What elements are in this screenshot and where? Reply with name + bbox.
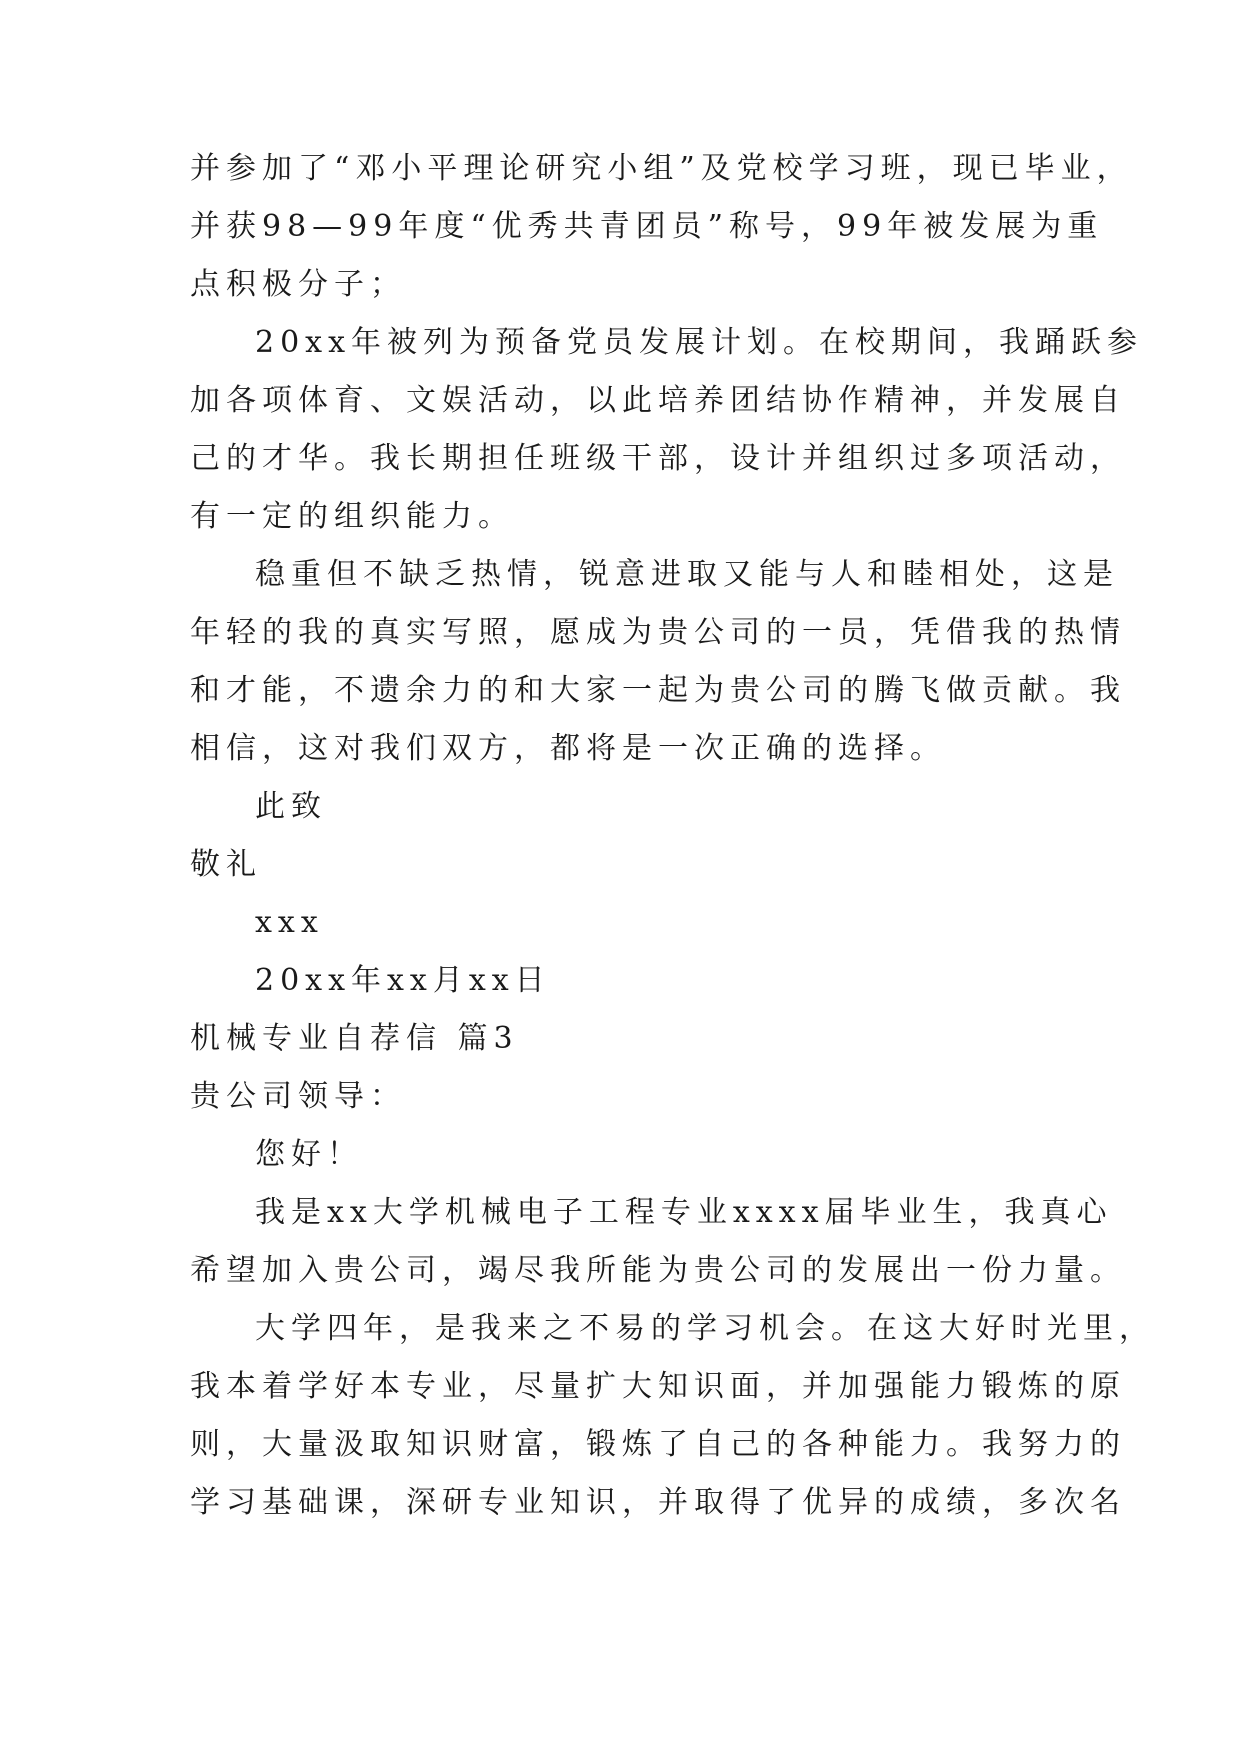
text-line: 和才能，不遗余力的和大家一起为贵公司的腾飞做贡献。我 bbox=[190, 673, 1126, 708]
signature-name: xxx bbox=[255, 905, 324, 940]
closing-salutation: 此致 bbox=[255, 789, 327, 824]
text-line: 我本着学好本专业，尽量扩大知识面，并加强能力锻炼的原 bbox=[190, 1369, 1126, 1404]
text-line: 并获98—99年度“优秀共青团员”称号，99年被发展为重 bbox=[190, 209, 1104, 244]
section-title: 机械专业自荐信 篇3 bbox=[190, 1021, 519, 1056]
text-line: 己的才华。我长期担任班级干部，设计并组织过多项活动， bbox=[190, 441, 1126, 476]
text-line: 并参加了“邓小平理论研究小组”及党校学习班，现已毕业， bbox=[190, 151, 1133, 186]
closing-regards: 敬礼 bbox=[190, 847, 262, 882]
text-line: 有一定的组织能力。 bbox=[190, 499, 514, 534]
text-line: 大学四年，是我来之不易的学习机会。在这大好时光里， bbox=[255, 1311, 1155, 1346]
text-line: 年轻的我的真实写照，愿成为贵公司的一员，凭借我的热情 bbox=[190, 615, 1126, 650]
text-line: 我是xx大学机械电子工程专业xxxx届毕业生，我真心 bbox=[255, 1195, 1113, 1230]
text-line: 加各项体育、文娱活动，以此培养团结协作精神，并发展自 bbox=[190, 383, 1126, 418]
text-line: 稳重但不缺乏热情，锐意进取又能与人和睦相处，这是 bbox=[255, 557, 1119, 592]
letter-greeting: 您好！ bbox=[255, 1137, 363, 1172]
text-line: 20xx年被列为预备党员发展计划。在校期间，我踊跃参 bbox=[255, 325, 1144, 360]
text-line: 点积极分子； bbox=[190, 267, 406, 302]
signature-date: 20xx年xx月xx日 bbox=[255, 963, 551, 998]
letter-recipient: 贵公司领导： bbox=[190, 1079, 406, 1114]
text-line: 希望加入贵公司，竭尽我所能为贵公司的发展出一份力量。 bbox=[190, 1253, 1126, 1288]
text-line: 则，大量汲取知识财富，锻炼了自己的各种能力。我努力的 bbox=[190, 1427, 1126, 1462]
text-line: 学习基础课，深研专业知识，并取得了优异的成绩，多次名 bbox=[190, 1485, 1126, 1520]
text-line: 相信，这对我们双方，都将是一次正确的选择。 bbox=[190, 731, 946, 766]
